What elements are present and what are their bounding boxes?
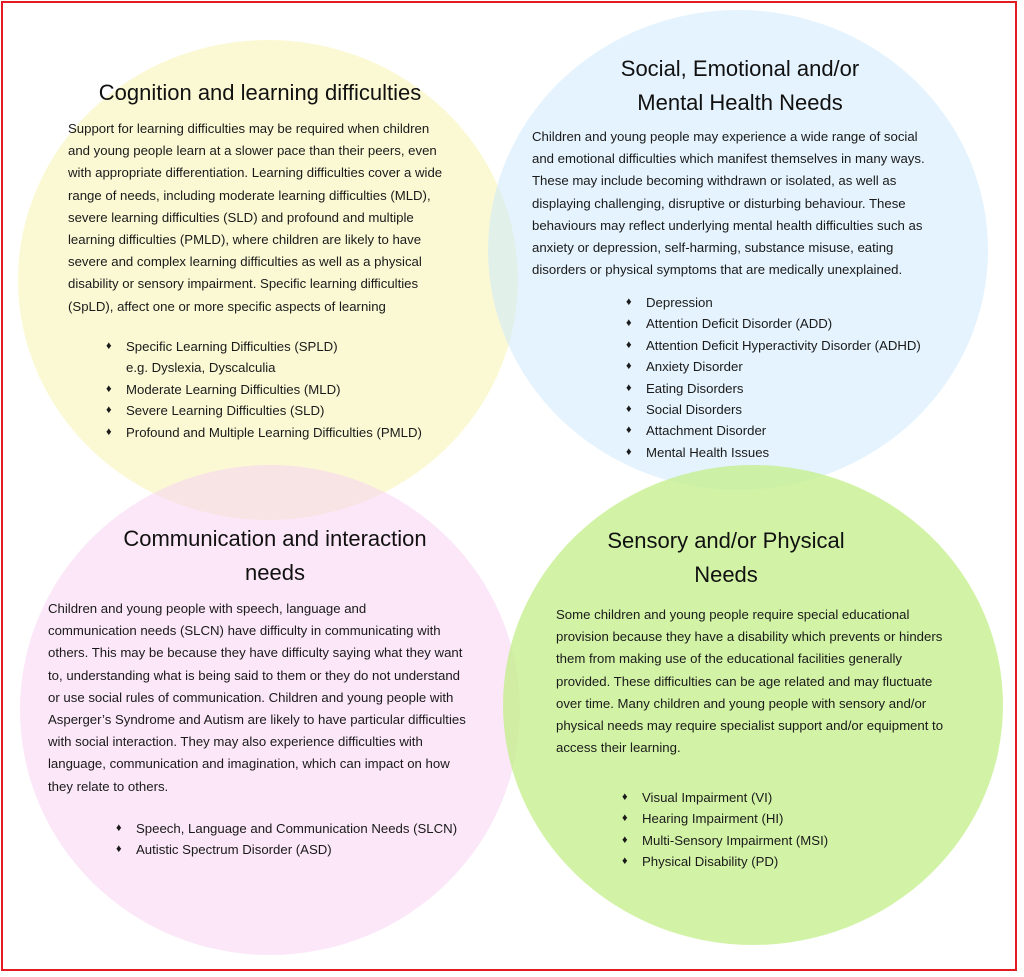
communication-title-line2: needs: [245, 560, 305, 585]
diamond-bullet-icon: ♦: [106, 340, 112, 352]
list-item-label: Attention Deficit Disorder (ADD): [646, 316, 833, 332]
list-item: [104, 422, 484, 443]
cognition-line: severe and complex learning difficulties as well as a physical: [68, 254, 422, 270]
list-item: [624, 313, 964, 334]
list-item: [620, 851, 960, 872]
sensory-section: [566, 524, 886, 592]
cognition-line: (SpLD), affect one or more specific aspects of learning: [68, 298, 386, 314]
communication-line: to, understanding what is being said to them or they do not understand: [48, 667, 461, 683]
social-bullet-list: [624, 292, 964, 463]
social-line: Children and young people may experience a wide range of social: [532, 129, 918, 144]
sensory-line: Some children and young people require special educational: [556, 607, 910, 622]
list-item-label: Severe Learning Difficulties (SLD): [126, 403, 325, 419]
sensory-line: physical needs may require specialist support and/or equipment to: [556, 718, 944, 734]
sensory-line: provided. These difficulties can be age related and may fluctuate: [556, 673, 933, 689]
list-item: [620, 830, 960, 851]
communication-paragraph: [48, 598, 508, 798]
list-item: [114, 839, 494, 860]
list-item: [104, 400, 484, 421]
cognition-line: severe learning difficulties (SLD) and profound and multiple: [68, 209, 414, 225]
list-item: [104, 336, 484, 357]
list-item-label: Moderate Learning Difficulties (MLD): [126, 381, 341, 397]
sensory-line: provision because they have a disability which prevents or hinders: [556, 629, 943, 645]
list-item: [624, 378, 964, 399]
cognition-line: learning difficulties (PMLD), where children are likely to have: [68, 232, 422, 248]
cognition-section: [60, 76, 460, 110]
communication-line: communication needs (SLCN) have difficulty in communicating with: [48, 623, 441, 639]
diamond-bullet-icon: ♦: [626, 445, 632, 458]
list-item-label: Visual Impairment (VI): [642, 790, 773, 805]
communication-section: [60, 522, 490, 590]
list-item: [624, 292, 964, 313]
social-section: [560, 52, 920, 120]
diamond-bullet-icon: ♦: [626, 360, 632, 373]
list-item: [624, 399, 964, 420]
cognition-line: range of needs, including moderate learning difficulties (MLD),: [68, 187, 431, 203]
list-item-note: e.g. Dyslexia, Dyscalculia: [126, 360, 276, 376]
cognition-line: disability or sensory impairment. Specific learning difficulties: [68, 276, 419, 292]
social-line: behaviours may reflect underlying mental health difficulties such as: [532, 217, 923, 233]
cognition-bullet-list: [104, 336, 484, 443]
diamond-bullet-icon: ♦: [626, 338, 632, 351]
diamond-bullet-icon: ♦: [626, 424, 632, 437]
communication-line: they relate to others.: [48, 778, 169, 794]
diamond-bullet-icon: ♦: [622, 833, 628, 846]
sensory-title-line1: Sensory and/or Physical: [607, 528, 845, 553]
communication-line: or use social rules of communication. Children and young people with: [48, 689, 454, 705]
sensory-line: over time. Many children and young people with sensory and/or: [556, 695, 927, 711]
list-item-label: Specific Learning Difficulties (SPLD): [126, 339, 338, 354]
list-item-label: Hearing Impairment (HI): [642, 811, 784, 827]
diamond-bullet-icon: ♦: [622, 812, 628, 825]
social-line: anxiety or depression, self-harming, substance misuse, eating: [532, 240, 894, 256]
list-item: [620, 787, 960, 808]
list-item: [114, 818, 494, 839]
cognition-title: Cognition and learning difficulties: [98, 80, 422, 105]
sensory-line: them from making use of the educational facilities generally: [556, 651, 902, 667]
social-line: and emotional difficulties which manifest themselves in many ways.: [532, 151, 925, 167]
list-item-label: Mental Health Issues: [646, 444, 770, 460]
diamond-bullet-icon: ♦: [106, 404, 112, 417]
list-item: [624, 420, 964, 441]
list-item-label: Speech, Language and Communication Needs (SLCN): [136, 821, 458, 836]
cognition-line: with appropriate differentiation. Learning difficulties cover a wide: [68, 165, 443, 181]
social-line: disorders or physical symptoms that are medically unexplained.: [532, 262, 903, 278]
social-title-line1: Social, Emotional and/or: [620, 56, 860, 81]
list-item: [624, 335, 964, 356]
list-item-label: Profound and Multiple Learning Difficulties (PMLD): [126, 424, 422, 440]
sensory-paragraph: [556, 604, 996, 759]
communication-line: others. This may be because they have difficulty saying what they want: [48, 645, 463, 661]
diamond-bullet-icon: ♦: [116, 822, 122, 834]
list-item: [104, 379, 484, 400]
social-title-line2: Mental Health Needs: [637, 90, 843, 115]
list-item-label: Physical Disability (PD): [642, 854, 779, 870]
social-line: displaying challenging, disruptive or disturbing behaviour. These: [532, 195, 906, 211]
list-item-label: Autistic Spectrum Disorder (ASD): [136, 842, 332, 858]
list-item: [624, 442, 964, 463]
list-item-label: Multi-Sensory Impairment (MSI): [642, 832, 829, 848]
social-paragraph: [532, 126, 972, 281]
list-item-label: Social Disorders: [646, 402, 743, 418]
list-item: [624, 356, 964, 377]
diamond-bullet-icon: ♦: [116, 843, 122, 856]
communication-line: Asperger’s Syndrome and Autism are likely to have particular difficulties: [48, 712, 466, 728]
communication-line: Children and young people with speech, language and: [48, 601, 367, 616]
diamond-bullet-icon: ♦: [622, 855, 628, 868]
communication-line: language, communication and imagination, which can impact on how: [48, 756, 450, 772]
diamond-bullet-icon: ♦: [622, 791, 628, 803]
list-item: [620, 808, 960, 829]
cognition-line: Support for learning difficulties may be required when children: [68, 121, 430, 136]
diamond-bullet-icon: ♦: [106, 382, 112, 395]
list-item-label: Eating Disorders: [646, 380, 744, 396]
diamond-bullet-icon: ♦: [626, 296, 632, 308]
cognition-line: and young people learn at a slower pace than their peers, even: [68, 143, 437, 159]
sensory-line: access their learning.: [556, 740, 681, 756]
list-item-label: Attachment Disorder: [646, 423, 767, 439]
list-item-label: Attention Deficit Hyperactivity Disorder (ADHD): [646, 337, 921, 353]
communication-bullet-list: [114, 818, 494, 861]
communication-title-line1: Communication and interaction: [123, 526, 427, 551]
diamond-bullet-icon: ♦: [626, 381, 632, 394]
communication-line: with social interaction. They may also experience difficulties with: [48, 734, 423, 750]
list-item-label: Anxiety Disorder: [646, 359, 743, 375]
sensory-bullet-list: [620, 787, 960, 873]
diamond-bullet-icon: ♦: [626, 403, 632, 416]
cognition-paragraph: [68, 118, 488, 318]
social-line: These may include becoming withdrawn or isolated, as well as: [532, 173, 897, 189]
diamond-bullet-icon: ♦: [106, 425, 112, 438]
list-item-label: Depression: [646, 295, 713, 310]
sensory-title-line2: Needs: [694, 562, 758, 587]
diamond-bullet-icon: ♦: [626, 317, 632, 330]
